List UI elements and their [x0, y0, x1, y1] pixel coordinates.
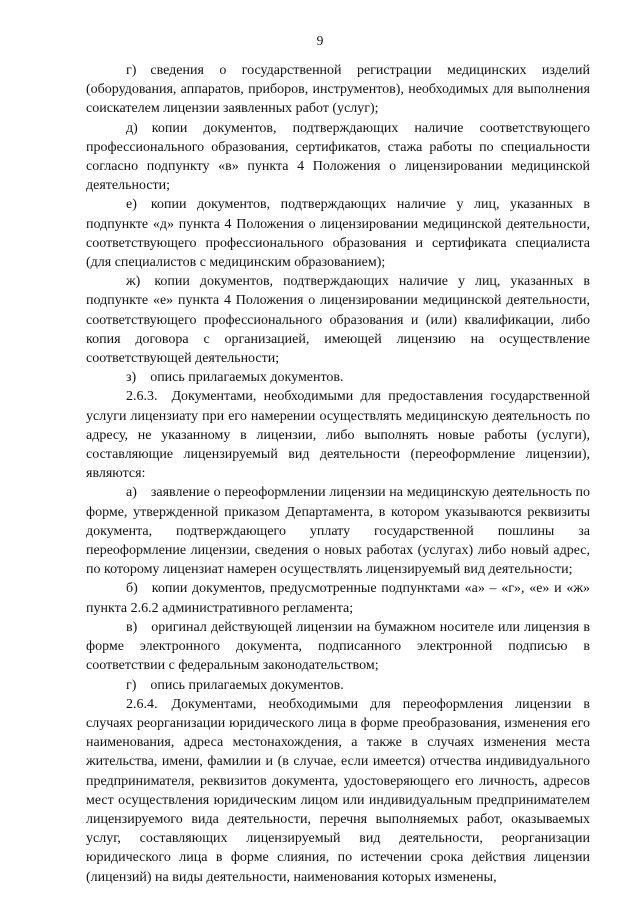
paragraph-item-zh: ж) копии документов, подтверждающих наличие у лиц, указанных в подпункте «е» пункта 4 Положения о лицензировании медицинской деятельности, соответствующего профессионального образования и (или) квалификации, либо копия договора с организацией, имеющей лицензию на осуществление соответствующей деятельности;: [86, 274, 590, 367]
paragraph-item-v: в) оригинал действующей лицензии на бумажном носителе или лицензия в форме электронного документа, подписанного электронной подписью в соответствии с федеральным законодательством;: [86, 619, 590, 674]
paragraph-item-e: е) копии документов, подтверждающих наличие у лиц, указанных в подпункте «д» пункта 4 Положения о лицензировании медицинской деятельности, соответствующего профессионального образования и сертификата специалиста (для специалистов с медицинским образованием);: [86, 197, 590, 271]
paragraph-section-2-6-4: 2.6.4. Документами, необходимыми для переоформления лицензии в случаях реорганизации юридического лица в форме преобразования, изменения его наименования, адреса местонахождения, а также в случаях изменения места жительства, имени, фамилии и (в случае, если имеется) отчества индивидуального предпринимателя, реквизитов документа, удостоверяющего его личность, адресов мест осуществления юридическим лицом или индивидуальным предпринимателем лицензируемого вида деятельности, перечня выполняемых работ, оказываемых услуг, составляющих лицензируемый вид деятельности, реорганизации юридического лица в форме слияния, по истечении срока действия лицензии (лицензий) на виды деятельности, наименования которых изменены,: [86, 696, 590, 885]
paragraph-section-2-6-3: 2.6.3. Документами, необходимыми для предоставления государственной услуги лицензиату при его намерении осуществлять медицинскую деятельность по адресу, не указанному в лицензии, либо выполнять новые работы (услуги), составляющие лицензируемый вид деятельности (переоформление лицензии), являются:: [86, 389, 590, 482]
paragraph-item-b: б) копии документов, предусмотренные подпунктами «а» – «г», «е» и «ж» пункта 2.6.2 административного регламента;: [86, 581, 590, 616]
paragraph-item-a: а) заявление о переоформлении лицензии на медицинскую деятельность по форме, утвержденной приказом Департамента, в котором указываются реквизиты документа, подтверждающего уплату государственной пошлины за переоформление лицензии, сведения о новых работах (услугах) либо новый адрес, по которому лицензиат намерен осуществлять лицензируемый вид деятельности;: [86, 485, 590, 578]
paragraph-item-z: з) опись прилагаемых документов.: [126, 370, 344, 386]
paragraph-item-d: д) копии документов, подтверждающих наличие соответствующего профессионального образования, сертификатов, стажа работы по специальности согласно подпункту «в» пункта 4 Положения о лицензировании медицинской деятельности;: [86, 120, 590, 194]
paragraph-item-g-2: г) опись прилагаемых документов.: [126, 677, 344, 693]
document-body: [86, 61, 590, 887]
paragraph-item-g: г) сведения о государственной регистрации медицинских изделий (оборудования, аппаратов, приборов, инструментов), необходимых для выполнения соискателем лицензии заявленных работ (услуг);: [86, 63, 590, 117]
page-number: 9: [316, 33, 324, 48]
